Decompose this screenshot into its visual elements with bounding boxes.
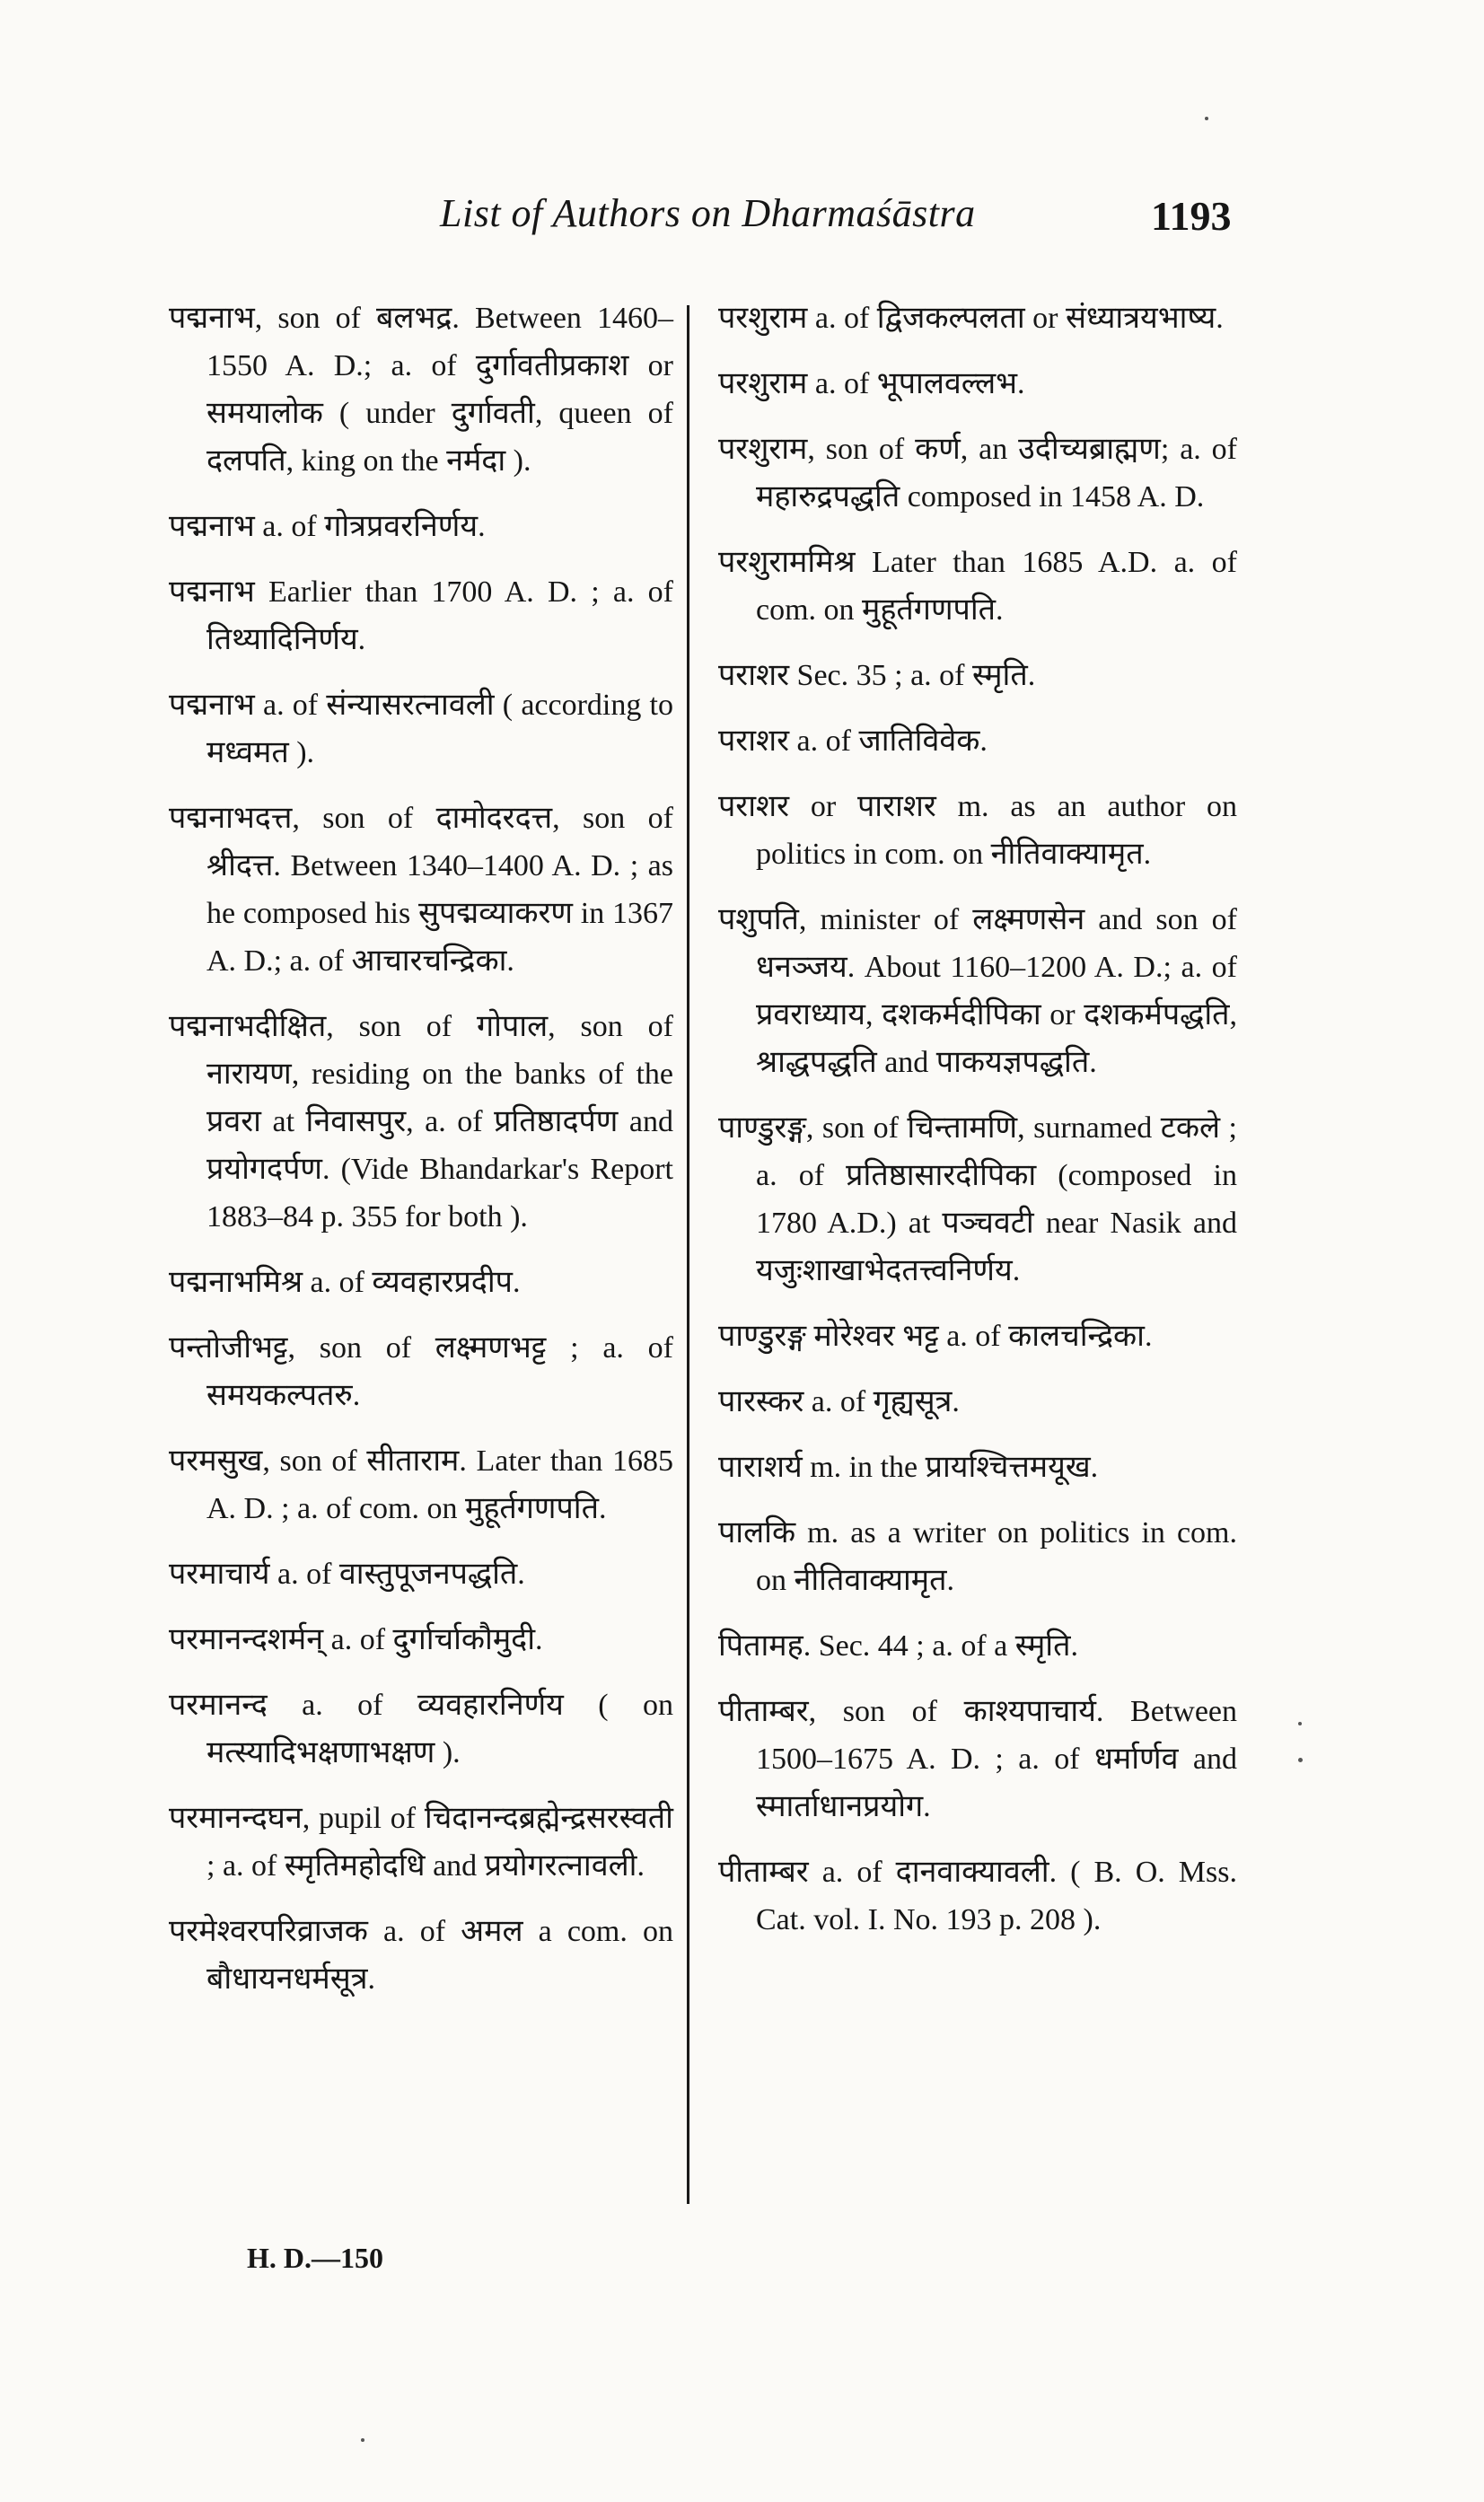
print-speck	[1298, 1722, 1302, 1725]
entry-parashara-jati: पराशर a. of जातिविवेक.	[718, 724, 988, 758]
entry-padmanabha-sannyasa: पद्मनाभ a. of संन्यासरत्नावली ( according to मध्वमत ).	[169, 689, 673, 769]
entry-padmanabhamishra: पद्मनाभमिश्र a. of व्यवहारप्रदीप.	[169, 1266, 521, 1299]
running-header-title: List of Authors on Dharmaśāstra	[440, 191, 976, 235]
entry-parashurama-dvija: परशुराम a. of द्विजकल्पलता or संध्यात्रयभाष्य.	[718, 302, 1224, 335]
entry-parashara-politics: पराशर or पाराशर m. as an author on politics in com. on नीतिवाक्यामृत.	[718, 790, 1237, 871]
entry-parashurama-karna: परशुराम, son of कर्ण, an उदीच्यब्राह्मण; a. of महारुद्रपद्धति composed in 1458 A. D.	[718, 433, 1237, 514]
entry-pitambara-dana: पीताम्बर a. of दानवाक्यावली. ( B. O. Mss. Cat. vol. I. No. 193 p. 208 ).	[718, 1856, 1237, 1936]
entry-pitambara-kashyapa: पीताम्बर, son of काश्यपाचार्य. Between 1500–1675 A. D. ; a. of धर्मार्णव and स्मार्ताधानप्रयोग.	[718, 1695, 1237, 1823]
entry-palaki: पालकि m. as a writer on politics in com. on नीतिवाक्यामृत.	[718, 1516, 1237, 1597]
entry-paramanandasharman: परमानन्दशर्मन् a. of दुर्गार्चाकौमुदी.	[169, 1623, 543, 1656]
entry-pantojibhatta: पन्तोजीभट्ट, son of लक्ष्मणभट्ट ; a. of समयकल्पतरु.	[169, 1331, 673, 1412]
entry-paramanandaghana: परमानन्दघन, pupil of चिदानन्दब्रह्मेन्द्रसरस्वती ; a. of स्मृतिमहोदधि and प्रयोगरत्नावली.	[169, 1802, 673, 1883]
entry-panduranga: पाण्डुरङ्ग, son of चिन्तामणि, surnamed टकले ; a. of प्रतिष्ठासारदीपिका (composed in 1780 A.D.) at पञ्चवटी near Nasik and यजुःशाखाभेदतत्त्वनिर्णय.	[718, 1111, 1237, 1287]
entry-parashara-smriti: पराशर Sec. 35 ; a. of स्मृति.	[718, 659, 1036, 692]
entry-paramasukha: परमसुख, son of सीताराम. Later than 1685 A. D. ; a. of com. on मुहूर्तगणपति.	[169, 1444, 673, 1525]
entry-paramananda: परमानन्द a. of व्यवहारनिर्णय ( on मत्स्यादिभक्षणाभक्षण ).	[169, 1689, 673, 1769]
signature-mark: H. D.—150	[247, 2242, 383, 2274]
right-column	[718, 294, 1237, 1962]
entry-pashupati: पशुपति, minister of लक्ष्मणसेन and son of धनञ्जय. About 1160–1200 A. D.; a. of प्रवराध्याय, दशकर्मदीपिका or दशकर्मपद्धति, श्राद्धपद्धति and पाकयज्ञपद्धति.	[718, 903, 1237, 1079]
entry-padmanabha-tithyadi: पद्मनाभ Earlier than 1700 A. D. ; a. of तिथ्यादिनिर्णय.	[169, 575, 673, 656]
entry-paramacharya: परमाचार्य a. of वास्तुपूजनपद्धति.	[169, 1558, 525, 1591]
entry-padmanabhadatta: पद्मनाभदत्त, son of दामोदरदत्त, son of श्रीदत्त. Between 1340–1400 A. D. ; as he composed his सुपद्मव्याकरण in 1367 A. D.; a. of आचारचन्द्रिका.	[169, 802, 673, 978]
entry-paraskara: पारस्कर a. of गृह्यसूत्र.	[718, 1385, 960, 1418]
print-speck	[361, 2438, 364, 2442]
left-column	[169, 294, 673, 2021]
print-speck	[1205, 117, 1208, 120]
entry-panduranga-moreshvara: पाण्डुरङ्ग मोरेश्वर भट्ट a. of कालचन्द्रिका.	[718, 1320, 1153, 1353]
entry-padmanabhadikshita: पद्मनाभदीक्षित, son of गोपाल, son of नारायण, residing on the banks of the प्रवरा at निवासपुर, a. of प्रतिष्ठादर्पण and प्रयोगदर्पण. (Vide Bhandarkar's Report 1883–84 p. 355 for both ).	[169, 1010, 673, 1233]
entry-parashuramamishra: परशुराममिश्र Later than 1685 A.D. a. of com. on मुहूर्तगणपति.	[718, 546, 1237, 627]
entry-parasharya: पाराशर्य m. in the प्रायश्चित्तमयूख.	[718, 1451, 1099, 1484]
entry-pitamaha: पितामह. Sec. 44 ; a. of a स्मृति.	[718, 1629, 1078, 1663]
column-divider	[687, 305, 689, 2204]
entry-padmanabha-gotrapravara: पद्मनाभ a. of गोत्रप्रवरनिर्णय.	[169, 510, 486, 543]
entry-parashurama-bhupala: परशुराम a. of भूपालवल्लभ.	[718, 367, 1025, 400]
entry-padmanabha-balabhadra: पद्मनाभ, son of बलभद्र. Between 1460–1550 A. D.; a. of दुर्गावतीप्रकाश or समयालोक ( under दुर्गावती, queen of दलपति, king on the नर्मदा ).	[169, 302, 673, 478]
entry-parameshvara-parivrajaka: परमेश्वरपरिव्राजक a. of अमल a com. on बौधायनधर्मसूत्र.	[169, 1915, 673, 1996]
print-speck	[1298, 1758, 1303, 1762]
page-number: 1193	[1151, 193, 1232, 239]
